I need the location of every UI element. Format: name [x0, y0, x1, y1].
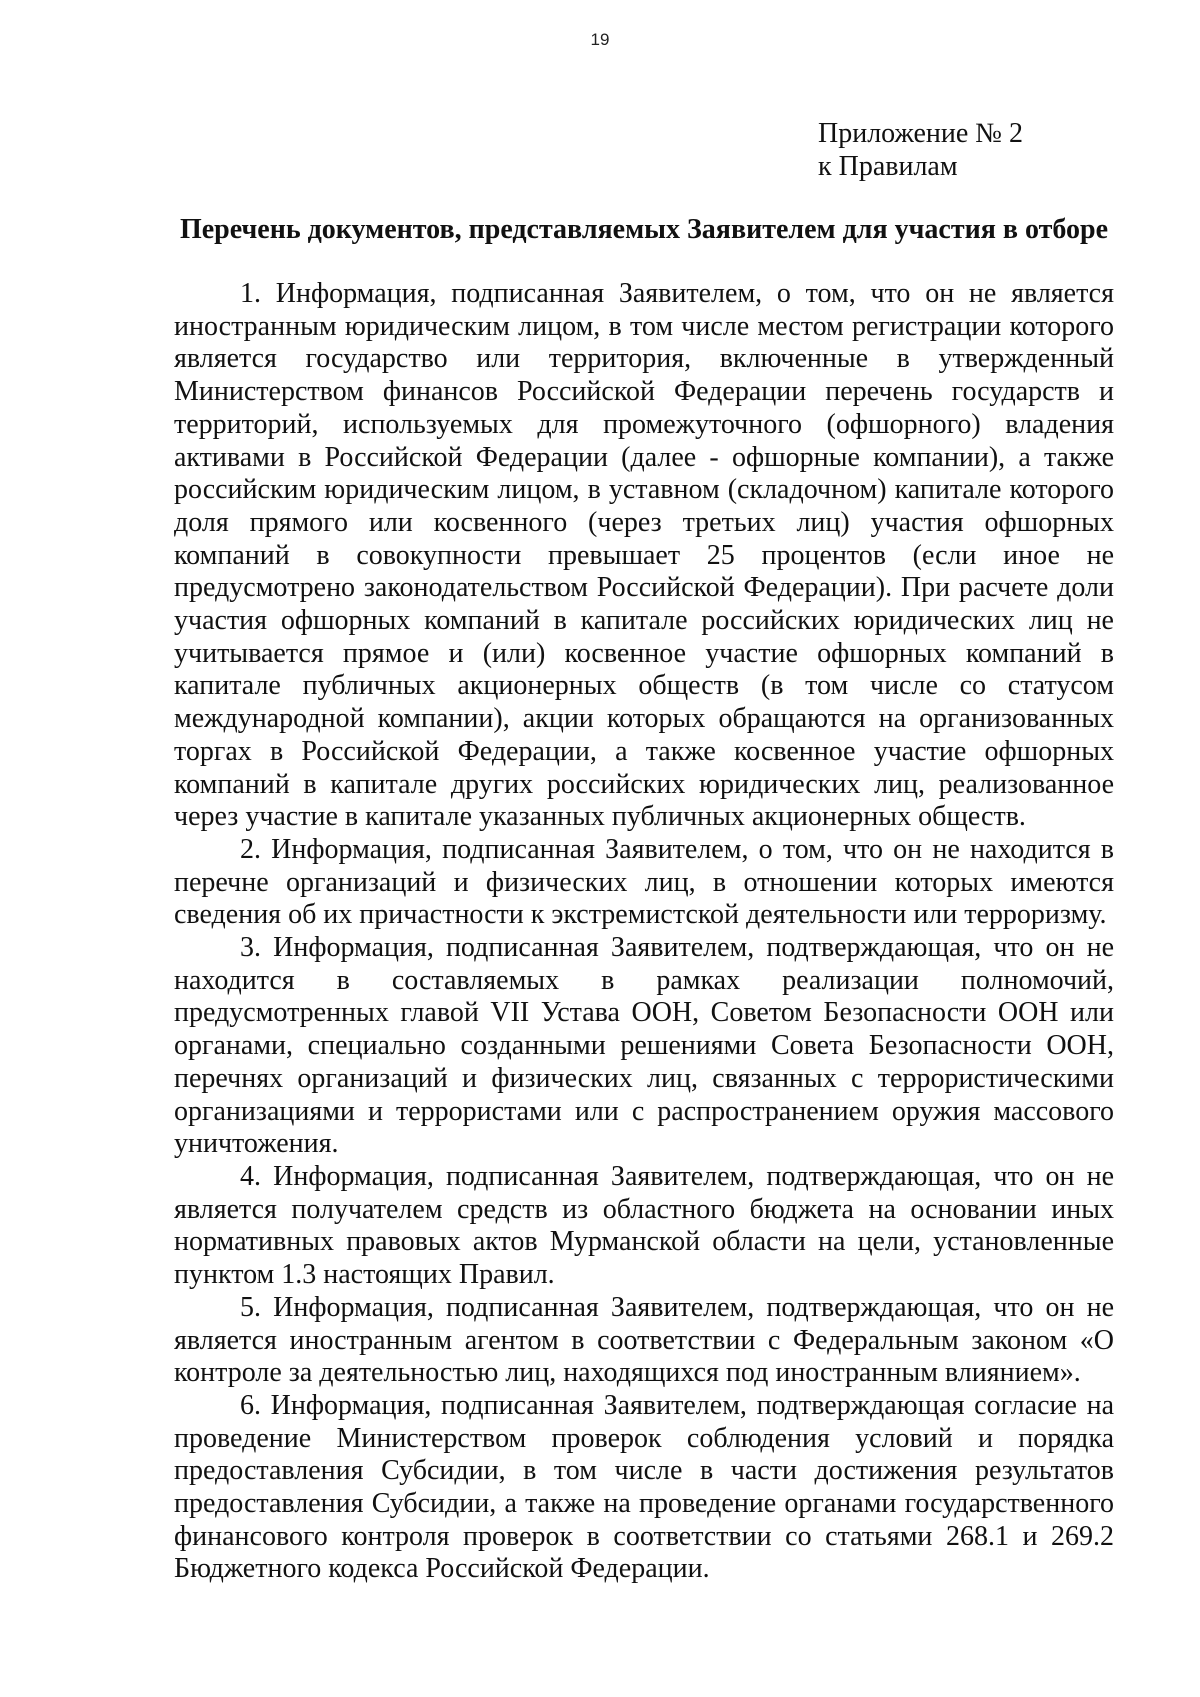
paragraph-6: 6. Информация, подписанная Заявителем, подтверждающая согласие на проведение Министерством проверок соблюдения условий и порядка предоставления Субсидии, в том числе в части достижения результатов предоставления Субсидии, а также на проведение органами государственного финансового контроля проверок в соответствии со статьями 268.1 и 269.2 Бюджетного кодекса Российской Федерации. — [174, 1389, 1114, 1585]
paragraph-2: 2. Информация, подписанная Заявителем, о том, что он не находится в перечне организаций и физических лиц, в отношении которых имеются сведения об их причастности к экстремистской деятельности или терроризму. — [174, 833, 1114, 931]
appendix-reference: к Правилам — [818, 151, 958, 182]
document-title: Перечень документов, представляемых Заявителем для участия в отборе — [179, 214, 1109, 245]
paragraph-3: 3. Информация, подписанная Заявителем, подтверждающая, что он не находится в составляемых в рамках реализации полномочий, предусмотренных главой VII Устава ООН, Советом Безопасности ООН или органами, специально созданными решениями Совета Безопасности ООН, перечнях организаций и физических лиц, связанных с террористическими организациями и террористами или с распространением оружия массового уничтожения. — [174, 932, 1114, 1160]
document-body — [174, 278, 1114, 1586]
appendix-number: Приложение № 2 — [818, 118, 1023, 149]
paragraph-5: 5. Информация, подписанная Заявителем, подтверждающая, что он не является иностранным агентом в соответствии с Федеральным законом «О контроле за деятельностью лиц, находящихся под иностранным влиянием». — [174, 1291, 1114, 1389]
paragraph-4: 4. Информация, подписанная Заявителем, подтверждающая, что он не является получателем средств из областного бюджета на основании иных нормативных правовых актов Мурманской области на цели, установленные пунктом 1.3 настоящих Правил. — [174, 1160, 1114, 1291]
appendix-heading — [818, 117, 1023, 183]
page-number: 19 — [590, 30, 610, 49]
paragraph-1: 1. Информация, подписанная Заявителем, о том, что он не является иностранным юридическим лицом, в том числе местом регистрации которого является государство или территория, включенные в утвержденный Министерством финансов Российской Федерации перечень государств и территорий, используемых для промежуточного (офшорного) владения активами в Российской Федерации (далее - офшорные компании), а также российским юридическим лицом, в уставном (складочном) капитале которого доля прямого или косвенного (через третьих лиц) участия офшорных компаний в совокупности превышает 25 процентов (если иное не предусмотрено законодательством Российской Федерации). При расчете доли участия офшорных компаний в капитале российских юридических лиц не учитывается прямое и (или) косвенное участие офшорных компаний в капитале публичных акционерных обществ (в том числе со статусом международной компании), акции которых обращаются на организованных торгах в Российской Федерации, а также косвенное участие офшорных компаний в капитале других российских юридических лиц, реализованное через участие в капитале указанных публичных акционерных обществ. — [174, 278, 1114, 833]
